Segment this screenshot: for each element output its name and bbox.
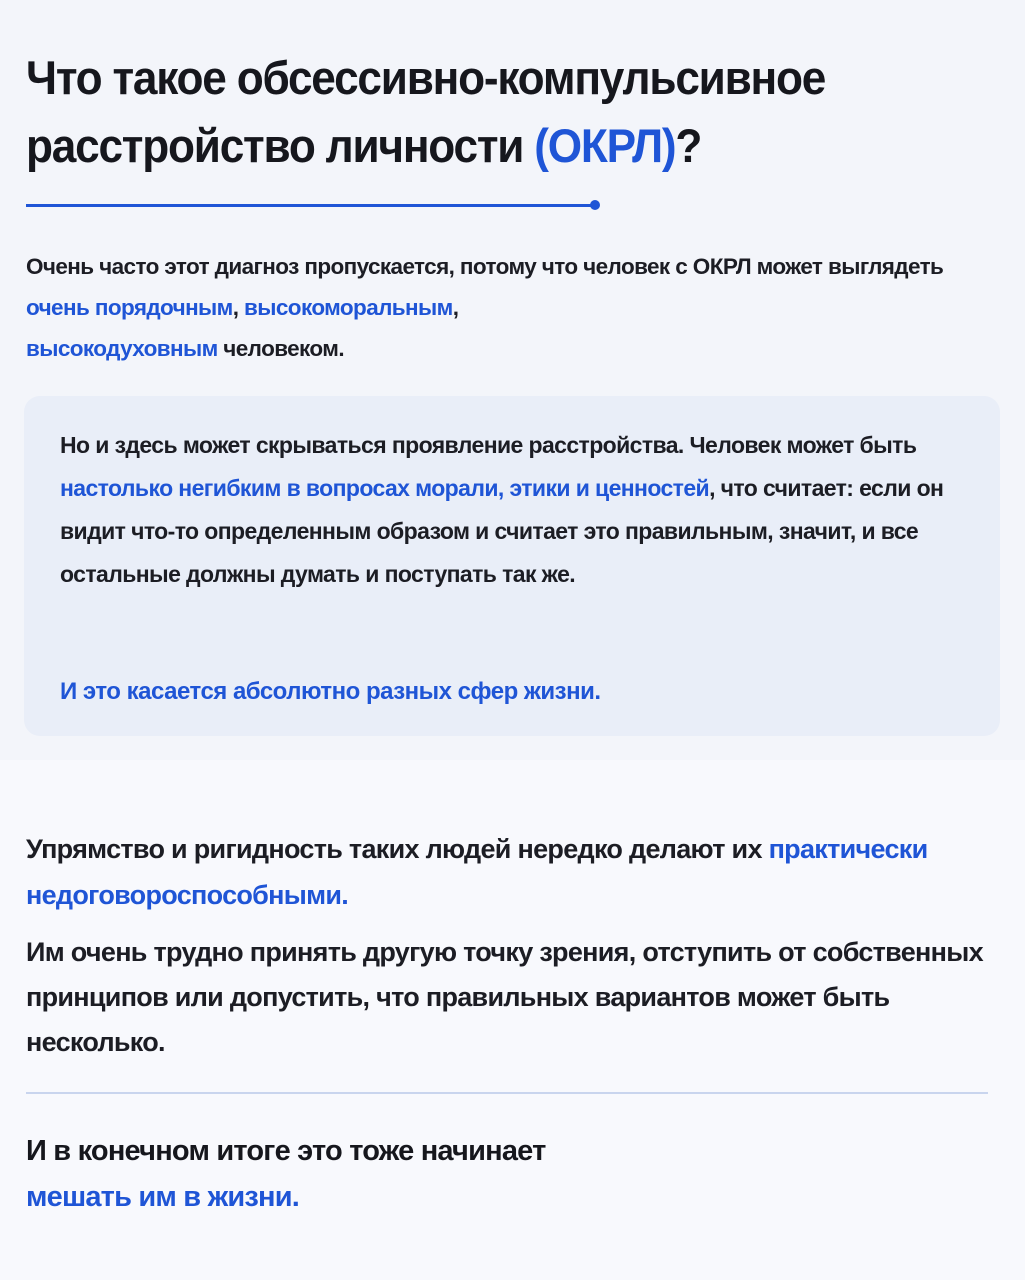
rigidity-paragraph [26, 826, 1001, 918]
conclusion-text: И в конечном итоге это тоже начинает [26, 1135, 546, 1167]
intro-highlight-2: высокоморальным [244, 295, 453, 320]
intro-separator-2: , [452, 295, 459, 320]
intro-separator-1: , [232, 295, 245, 320]
card-text-1: Но и здесь может скрываться проявление расстройства. Человек может быть [60, 432, 917, 458]
title-line-2-prefix: расстройство личности [26, 119, 535, 172]
card-paragraph [60, 424, 980, 596]
conclusion-paragraph [26, 1128, 1001, 1220]
intro-text-1: Очень часто этот диагноз пропускается, потому что человек с ОКРЛ может выглядеть [26, 254, 944, 279]
viewpoint-paragraph: Им очень трудно принять другую точку зрения, отступить от собственных принципов или допустить, что правильных вариантов может быть несколько. [26, 937, 983, 1057]
intro-highlight-1: очень порядочным [26, 295, 233, 320]
highlight-card [24, 396, 1000, 736]
intro-paragraph [26, 246, 1001, 369]
title-underline [26, 204, 594, 207]
intro-highlight-3: высокодуховным [26, 336, 218, 361]
section-divider [26, 1092, 988, 1094]
title-question-mark: ? [675, 119, 702, 172]
card-highlight: настолько негибким в вопросах морали, этики и ценностей [60, 475, 710, 501]
rigidity-highlight: практически недоговороспособными. [26, 834, 928, 910]
card-note: И это касается абсолютно разных сфер жизни. [60, 678, 601, 705]
rigidity-text: Упрямство и ригидность таких людей нередко делают их [26, 834, 769, 864]
title-underline-dot [590, 200, 600, 210]
title-line-1: Что такое обсессивно-компульсивное [26, 51, 826, 104]
intro-text-2: человеком. [217, 336, 344, 361]
card-text-2: , что считает: если он видит что-то определенным образом и считает это правильным, значит, и все остальные должны думать и поступать так же. [60, 475, 944, 587]
title-abbreviation: (ОКРЛ) [534, 119, 676, 172]
conclusion-highlight: мешать им в жизни. [26, 1181, 299, 1213]
page-title [26, 44, 943, 180]
